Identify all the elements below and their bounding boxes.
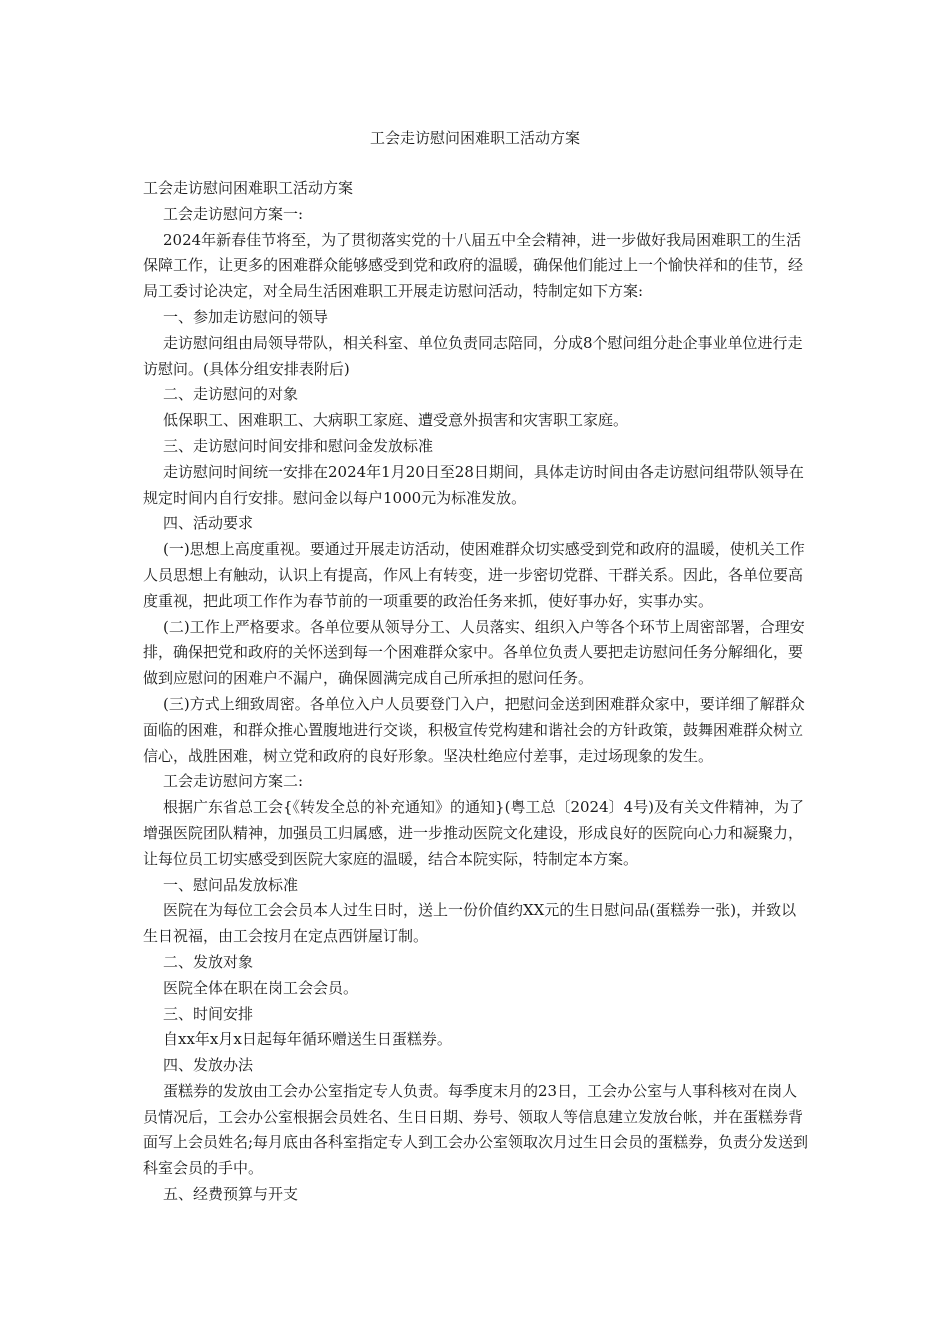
section-heading: 工会走访慰问方案二:: [163, 772, 304, 791]
paragraph: (一)思想上高度重视。要通过开展走访活动，使困难群众切实感受到党和政府的温暖，使机关工作人员思想上有触动，认识上有提高，作风上有转变，进一步密切党群、干群关系。因此，各单位要高度重视，把此项工作作为春节前的一项重要的政治任务来抓，使好事办好，实事办实。: [143, 540, 805, 610]
section-heading: 四、活动要求: [163, 514, 254, 533]
section-heading: 二、走访慰问的对象: [163, 385, 299, 404]
paragraph: 医院在为每位工会会员本人过生日时，送上一份价值约XX元的生日慰问品(蛋糕券一张)，并致以生日祝福，由工会按月在定点西饼屋订制。: [143, 901, 797, 946]
paragraph: 自xx年x月x日起每年循环赠送生日蛋糕券。: [163, 1030, 452, 1049]
paragraph: 2024年新春佳节将至，为了贯彻落实党的十八届五中全会精神，进一步做好我局困难职工的生活保障工作，让更多的困难群众能够感受到党和政府的温暖，确保他们能过上一个愉快祥和的佳节，经局工委讨论决定，对全局生活困难职工开展走访慰问活动，特制定如下方案:: [143, 230, 804, 301]
section-heading: 三、走访慰问时间安排和慰问金发放标准: [163, 436, 434, 455]
section-heading: 三、时间安排: [163, 1004, 254, 1023]
section-heading: 一、参加走访慰问的领导: [163, 307, 329, 326]
paragraph: 蛋糕券的发放由工会办公室指定专人负责。每季度末月的23日，工会办公室与人事科核对在岗人员情况后，工会办公室根据会员姓名、生日日期、券号、领取人等信息建立发放台帐，并在蛋糕券背面写上会员姓名;每月底由各科室指定专人到工会办公室领取次月过生日会员的蛋糕券，负责分发送到科室会员的手中。: [143, 1081, 809, 1178]
paragraph: 医院全体在职在岗工会会员。: [163, 978, 359, 997]
body-heading: 工会走访慰问困难职工活动方案: [143, 179, 354, 197]
paragraph: (二)工作上严格要求。各单位要从领导分工、人员落实、组织入户等各个环节上周密部署，合理安排，确保把党和政府的关怀送到每一个困难群众家中。各单位负责人要把走访慰问任务分解细化，要做到应慰问的困难户不漏户，确保圆满完成自己所承担的慰问任务。: [143, 617, 805, 688]
paragraph: 根据广东省总工会{《转发全总的补充通知》的通知}(粤工总〔2024〕4号)及有关文件精神，为了增强医院团队精神，加强员工归属感，进一步推动医院文化建设，形成良好的医院向心力和凝聚力，让每位员工切实感受到医院大家庭的温暖，结合本院实际，特制定本方案。: [143, 798, 805, 868]
document-title: 工会走访慰问困难职工活动方案: [369, 129, 580, 147]
document-body: [143, 176, 811, 1208]
section-heading: 工会走访慰问方案一:: [163, 204, 304, 223]
paragraph: 走访慰问组由局领导带队，相关科室、单位负责同志陪同，分成8个慰问组分赴企事业单位进行走访慰问。(具体分组安排表附后): [143, 333, 803, 378]
section-heading: 一、慰问品发放标准: [163, 875, 299, 894]
paragraph: 走访慰问时间统一安排在2024年1月20日至28日期间，具体走访时间由各走访慰问组带队领导在规定时间内自行安排。慰问金以每户1000元为标准发放。: [143, 462, 804, 507]
section-heading: 四、发放办法: [163, 1056, 254, 1075]
section-heading: 二、发放对象: [163, 952, 254, 971]
paragraph: (三)方式上细致周密。各单位入户人员要登门入户，把慰问金送到困难群众家中，要详细了解群众面临的困难，和群众推心置腹地进行交谈，积极宣传党构建和谐社会的方针政策，鼓舞困难群众树立信心，战胜困难，树立党和政府的良好形象。坚决杜绝应付差事，走过场现象的发生。: [143, 694, 805, 765]
section-heading: 五、经费预算与开支: [163, 1185, 299, 1204]
paragraph: 低保职工、困难职工、大病职工家庭、遭受意外损害和灾害职工家庭。: [163, 411, 629, 430]
